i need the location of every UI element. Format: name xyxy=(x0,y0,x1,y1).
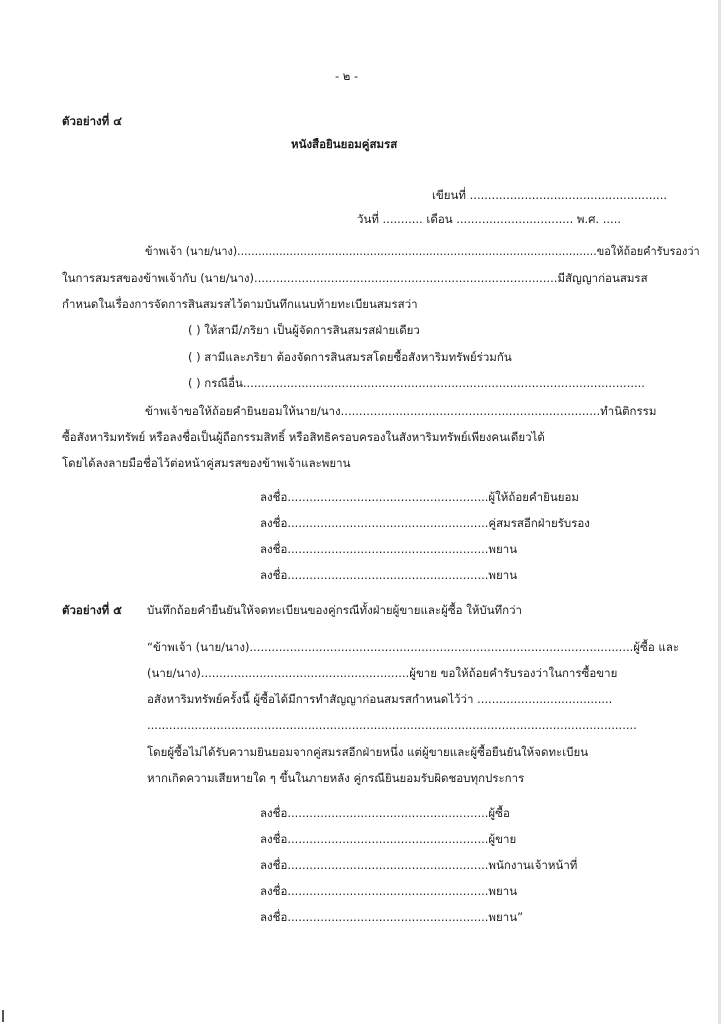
example5-line1: “ข้าพเจ้า (นาย/นาง).........................................................................................................ผู้ซื้อ และ xyxy=(147,640,680,654)
example5-line3: อสังหาริมทรัพย์ครั้งนี้ ผู้ซื้อได้มีการทำสัญญาก่อนสมรสกำหนดไว้ว่า ..................................... xyxy=(147,692,613,706)
para1-line3: กำหนดในเรื่องการจัดการสินสมรสไว้ตามบันทึกแนบท้ายทะเบียนสมรสว่า xyxy=(62,297,418,311)
option-joint-purchase: ( ) สามีและภริยา ต้องจัดการสินสมรสโดยซื้อสังหาริมทรัพย์ร่วมกัน xyxy=(188,350,512,364)
signature-line: ลงชื่อ.......................................................ผู้ให้ถ้อยคำยินยอม xyxy=(260,490,579,504)
signature-line: ลงชื่อ.......................................................ผู้ซื้อ xyxy=(260,806,510,820)
example4-title: หนังสือยินยอมคู่สมรส xyxy=(291,137,398,151)
example5-heading: ตัวอย่างที่ ๕ xyxy=(62,603,122,617)
signature-line: ลงชื่อ.......................................................ผู้ขาย xyxy=(260,832,517,846)
para1-line1: ข้าพเจ้า (นาย/นาง).......................................................................................................ขอให้ถ้อยคำรับรองว่า xyxy=(145,244,700,258)
page-number: - ๒ - xyxy=(335,69,359,83)
example5-line5: โดยผู้ซื้อไม่ได้รับความยินยอมจากคู่สมรสอีกฝ่ายหนึ่ง แต่ผู้ขายและผู้ซื้อยืนยันให้จดทะเบียน xyxy=(147,745,589,759)
para2-line1: ข้าพเจ้าขอให้ถ้อยคำยินยอมให้นาย/นาง.......................................................................ทำนิติกรรม xyxy=(145,404,657,418)
para2-line2: ซื้อสังหาริมทรัพย์ หรือลงชื่อเป็นผู้ถือกรรมสิทธิ์ หรือสิทธิครอบครองในสังหาริมทรัพย์เพียงคนเดียวได้ xyxy=(62,430,545,444)
signature-line: ลงชื่อ.......................................................พยาน xyxy=(260,568,518,582)
signature-line: ลงชื่อ.......................................................พยาน” xyxy=(260,910,524,924)
signature-line: ลงชื่อ.......................................................พนักงานเจ้าหน้าที่ xyxy=(260,858,578,872)
example5-line6: หากเกิดความเสียหายใด ๆ ขึ้นในภายหลัง คู่กรณียินยอมรับผิดชอบทุกประการ xyxy=(147,771,525,785)
date-line: วันที่ ........... เดือน ................................ พ.ศ. ..... xyxy=(357,212,622,226)
option-sole-manager: ( ) ให้สามี/ภริยา เป็นผู้จัดการสินสมรสฝ่ายเดียว xyxy=(188,323,420,337)
written-at-line: เขียนที่ ...................................................... xyxy=(432,188,668,202)
signature-line: ลงชื่อ.......................................................พยาน xyxy=(260,542,518,556)
example4-heading: ตัวอย่างที่ ๔ xyxy=(62,114,122,128)
para1-line2: ในการสมรสของข้าพเจ้ากับ (นาย/นาง)...................................................................................มีสัญญาก่อนสมรส xyxy=(62,271,648,285)
example5-line2: (นาย/นาง).........................................................ผู้ขาย ขอให้ถ้อยคำรับรองว่าในการซื้อขาย xyxy=(147,666,618,680)
example5-line4: ...................................................................................................................................... xyxy=(147,718,637,732)
scan-edge xyxy=(718,0,721,1024)
signature-line: ลงชื่อ.......................................................พยาน xyxy=(260,884,518,898)
option-other: ( ) กรณีอื่น.............................................................................................................. xyxy=(188,376,645,390)
example5-heading-text: บันทึกถ้อยคำยืนยันให้จดทะเบียนของคู่กรณีทั้งฝ่ายผู้ขายและผู้ซื้อ ให้บันทึกว่า xyxy=(147,603,523,617)
scan-mark xyxy=(2,1010,4,1022)
signature-line: ลงชื่อ.......................................................คู่สมรสอีกฝ่ายรับรอง xyxy=(260,516,590,530)
para2-line3: โดยได้ลงลายมือชื่อไว้ต่อหน้าคู่สมรสของข้าพเจ้าและพยาน xyxy=(62,456,351,470)
